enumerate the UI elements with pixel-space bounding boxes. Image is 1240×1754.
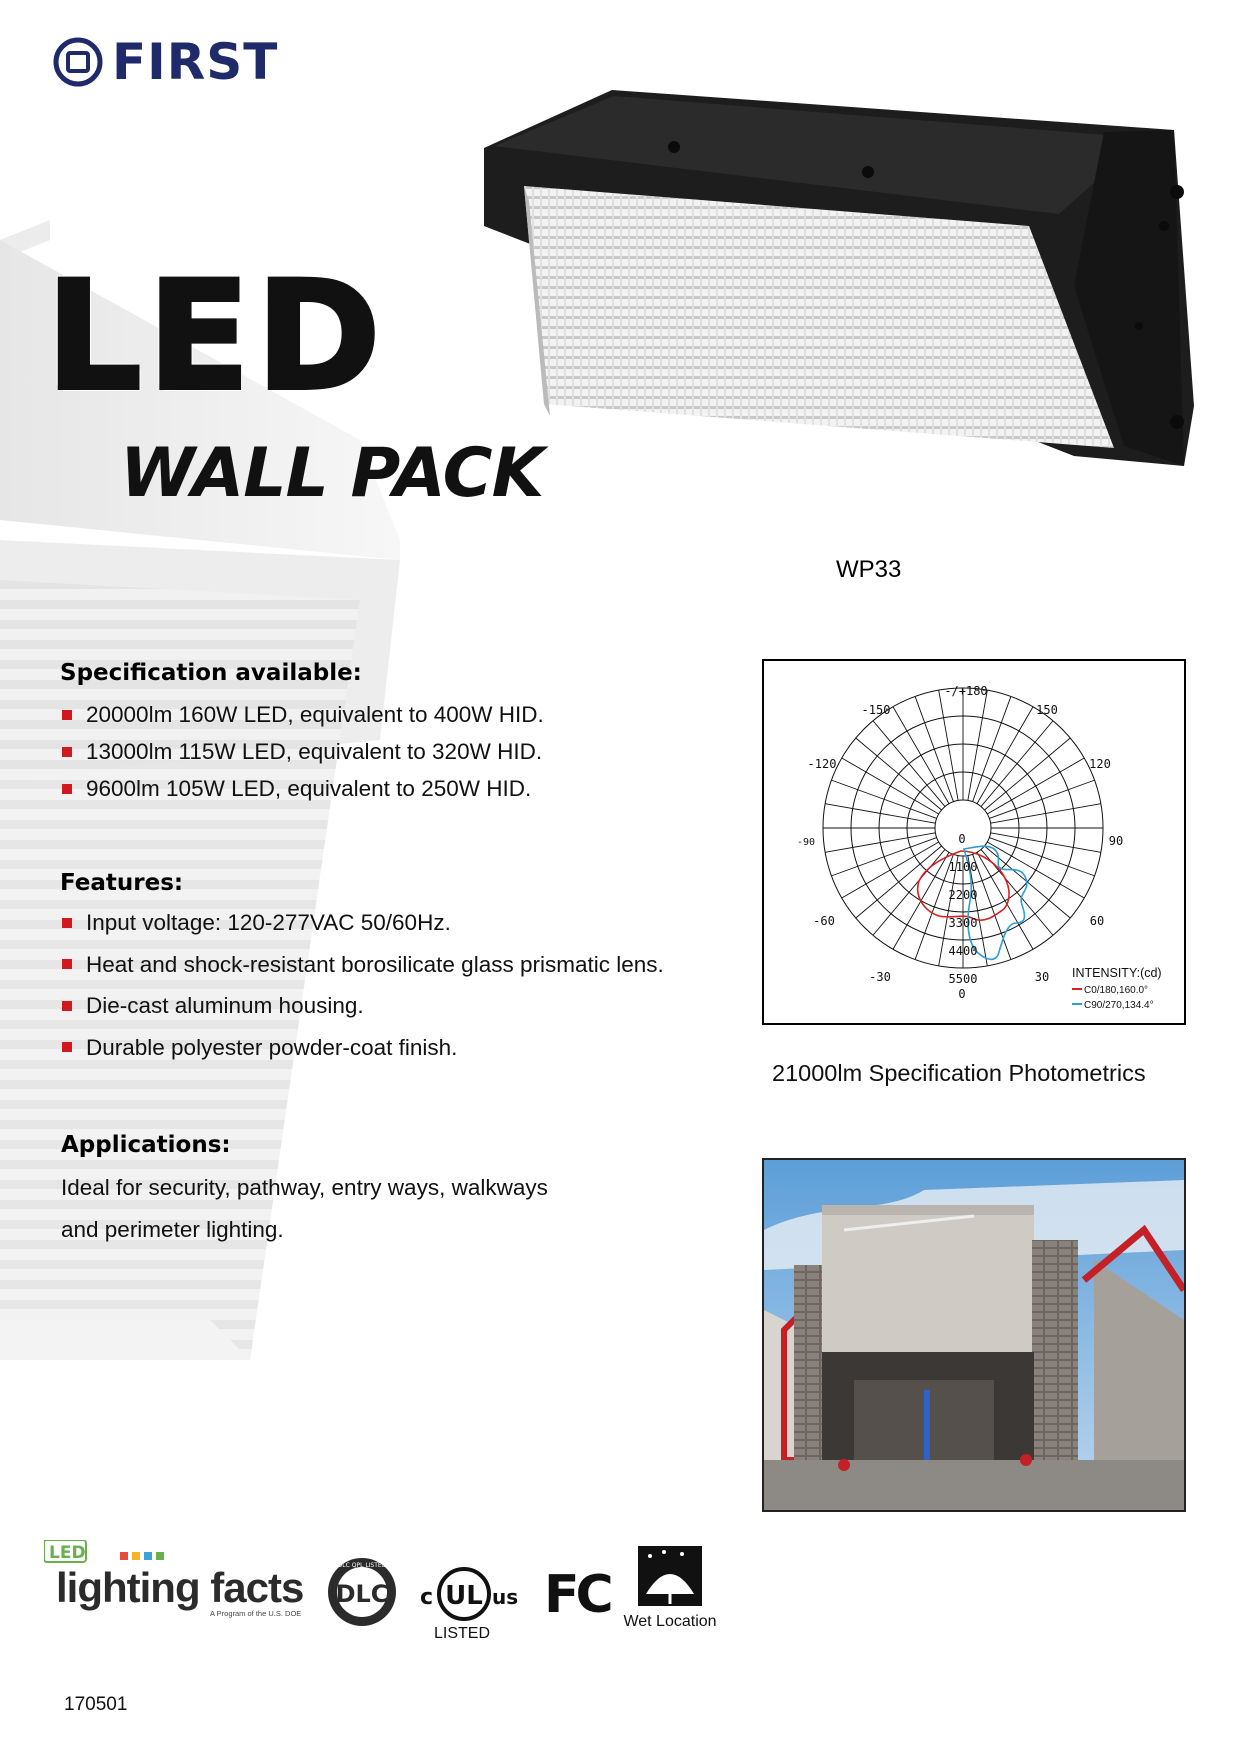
angle-label: 120: [1089, 757, 1111, 771]
radial-label: 0: [958, 832, 966, 846]
chart-caption: 21000lm Specification Photometrics: [772, 1060, 1146, 1086]
title-wall-pack: WALL PACK: [120, 434, 544, 513]
radial-label: 3300: [948, 916, 978, 930]
angle-label: 150: [1036, 703, 1058, 717]
wet-location-label: Wet Location: [623, 1613, 717, 1630]
lighting-facts-badge: LED: [49, 1543, 86, 1563]
list-item: Durable polyester powder-coat finish.: [60, 1027, 664, 1069]
document-number: 170501: [64, 1694, 128, 1715]
ul-caption: LISTED: [433, 1625, 491, 1642]
list-item: 20000lm 160W LED, equivalent to 400W HID.: [60, 696, 544, 733]
fcc-text: FC: [544, 1565, 610, 1625]
dlc-text: DLC: [335, 1580, 389, 1608]
radial-label: 4400: [948, 944, 978, 958]
legend-entry-c90: C90/270,134.4°: [1084, 1000, 1154, 1011]
brand-circle-icon: [52, 36, 104, 88]
brand-name: FIRST: [112, 33, 279, 91]
list-item: Die-cast aluminum housing.: [60, 985, 664, 1027]
grid-spoke: [825, 804, 935, 823]
radial-label: 1100: [948, 860, 978, 874]
applications-line-1: Ideal for security, pathway, entry ways, walkways: [61, 1175, 548, 1200]
list-item: Input voltage: 120-277VAC 50/60Hz.: [60, 902, 664, 944]
angle-label: -/+180: [944, 684, 988, 698]
legend-title: INTENSITY:(cd): [1072, 966, 1162, 980]
list-item: Heat and shock-resistant borosilicate glass prismatic lens.: [60, 944, 664, 986]
grid-spoke: [825, 833, 935, 852]
grid-spoke: [939, 690, 958, 800]
angle-label: -120: [807, 757, 837, 771]
grid-spoke: [973, 696, 1011, 801]
grid-spoke: [989, 780, 1094, 818]
applications-text: [61, 1167, 621, 1251]
grid-ring: [935, 800, 991, 856]
angle-label: -60: [813, 914, 835, 928]
specification-heading: Specification available:: [60, 660, 362, 686]
list-item: 13000lm 115W LED, equivalent to 320W HID.: [60, 733, 544, 770]
ul-mark: UL: [445, 1581, 483, 1611]
applications-line-2: and perimeter lighting.: [61, 1217, 284, 1242]
grid-spoke: [968, 690, 987, 800]
grid-spoke: [831, 780, 936, 818]
fcc-logo: [544, 1565, 611, 1625]
angle-label: 0: [958, 987, 966, 1001]
lighting-facts-logo: [44, 1540, 303, 1618]
ul-listed-logo: [420, 1569, 518, 1642]
title-led: LED: [46, 250, 387, 424]
lighting-facts-color-bar: [144, 1552, 152, 1560]
brand-logo: [52, 33, 279, 91]
features-list: [60, 902, 664, 1068]
angle-label: 90: [1108, 834, 1124, 848]
dlc-logo: [328, 1558, 396, 1626]
angle-label: 30: [1034, 970, 1050, 984]
lighting-facts-color-bar: [120, 1552, 128, 1560]
grid-spoke: [991, 833, 1101, 852]
ul-us: us: [492, 1585, 519, 1609]
angle-label: 60: [1089, 914, 1105, 928]
lighting-facts-color-bar: [132, 1552, 140, 1560]
grid-spoke: [831, 838, 936, 876]
lighting-facts-name: lighting facts: [56, 1564, 304, 1611]
model-number: WP33: [836, 556, 902, 583]
grid-spoke: [915, 696, 953, 801]
certifications-row: [44, 1540, 744, 1650]
ul-c: c: [420, 1585, 434, 1610]
lighting-facts-color-bar: [156, 1552, 164, 1560]
angle-label: -150: [861, 703, 891, 717]
radial-label: 2200: [948, 888, 978, 902]
list-item: 9600lm 105W LED, equivalent to 250W HID.: [60, 770, 544, 807]
angle-label: -90: [796, 837, 816, 848]
specification-list: [60, 696, 544, 807]
radial-label: 5500: [948, 972, 978, 986]
legend-entry-c0: C0/180,160.0°: [1084, 985, 1149, 996]
photometric-chart: [762, 659, 1186, 1025]
applications-heading: Applications:: [61, 1132, 231, 1158]
dlc-ring-text: DLC QPL LISTED: [337, 1562, 387, 1569]
angle-label: -30: [869, 970, 891, 984]
wet-location-icon: [623, 1546, 716, 1630]
polar-diagram: [764, 661, 1184, 1023]
wall-pack-product-image: [484, 86, 1194, 498]
application-photo: [762, 1158, 1186, 1512]
grid-spoke: [991, 804, 1101, 823]
lighting-facts-sub: A Program of the U.S. DOE: [210, 1609, 302, 1618]
features-heading: Features:: [60, 870, 184, 896]
